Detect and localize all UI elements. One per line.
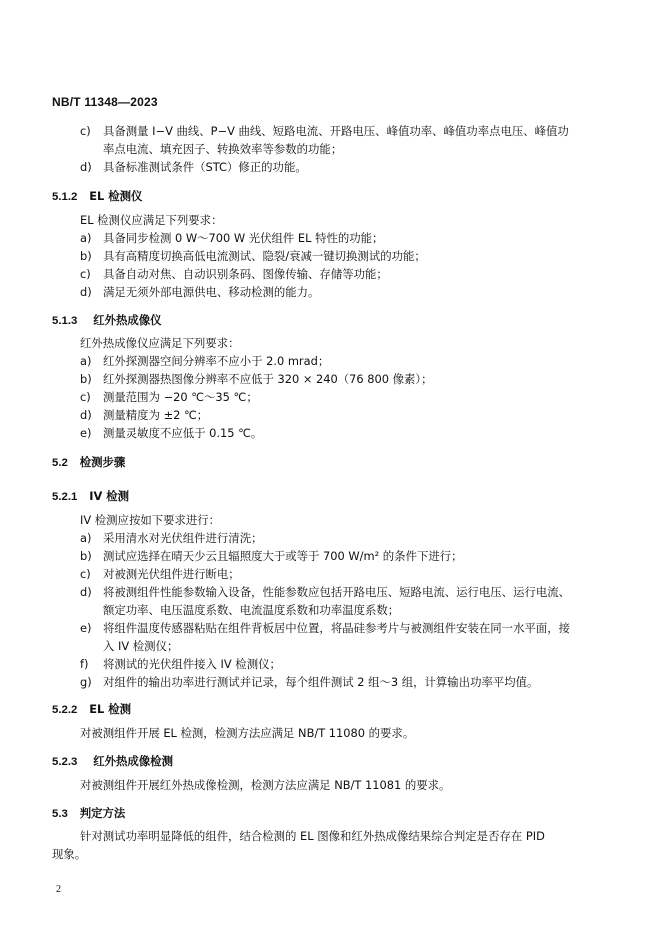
section-number: 5.2 (52, 457, 68, 469)
paragraph: 针对测试功率明显降低的组件，结合检测的 EL 图像和红外热成像结果综合判定是否存在 PID (80, 829, 545, 843)
section-title: EL 检测 (89, 702, 132, 716)
section-number: 5.3 (52, 808, 68, 820)
list-marker: b) (80, 549, 92, 563)
list-item-text: 将组件温度传感器粘贴在组件背板居中位置，将晶硅参考片与被测组件安装在同一水平面，接 (103, 621, 571, 635)
section-heading (52, 455, 125, 470)
list-marker: b) (80, 372, 92, 386)
list-item-text: 测试应选择在晴天少云且辐照度大于或等于 700 W/m² 的条件下进行； (103, 549, 463, 563)
section-heading (52, 702, 131, 717)
section-title: 判定方法 (79, 806, 126, 820)
list-item-text: 对组件的输出功率进行测试并记录，每个组件测试 2 组～3 组，计算输出功率平均值。 (103, 675, 539, 689)
list-item-text: 具备测量 I−V 曲线、P−V 曲线、短路电流、开路电压、峰值功率、峰值功率点电压、峰值功 (103, 124, 569, 138)
list-item-text: 红外探测器空间分辨率不应小于 2.0 mrad； (103, 354, 330, 368)
paragraph: 对被测组件开展 EL 检测，检测方法应满足 NB/T 11080 的要求。 (80, 726, 415, 740)
list-marker: d) (80, 160, 92, 174)
section-title: EL 检测仪 (89, 189, 143, 203)
list-marker: c) (80, 267, 91, 281)
list-item-text: 入 IV 检测仪； (103, 639, 179, 653)
paragraph: 对被测组件开展红外热成像检测，检测方法应满足 NB/T 11081 的要求。 (80, 778, 451, 792)
section-heading (52, 313, 162, 328)
paragraph: 现象。 (52, 847, 87, 861)
list-marker: a) (80, 231, 92, 245)
list-marker: c) (80, 124, 91, 138)
list-marker: g) (80, 675, 92, 689)
list-item-text: 对被测光伏组件进行断电； (103, 567, 240, 581)
list-item-text: 将测试的光伏组件接入 IV 检测仪； (103, 657, 281, 671)
section-heading (52, 754, 173, 769)
section-number: 5.2.2 (52, 704, 78, 716)
section-number: 5.1.3 (52, 315, 78, 327)
list-marker: d) (80, 285, 92, 299)
list-marker: b) (80, 249, 92, 263)
list-item-text: 测量精度为 ±2 ℃； (103, 408, 209, 422)
page-number: 2 (56, 884, 61, 895)
list-item-text: 具有高精度切换高低电流测试、隐裂/衰减一键切换测试的功能； (103, 249, 426, 263)
list-item-text: 率点电流、填充因子、转换效率等参数的功能； (103, 142, 343, 156)
list-item-text: 红外探测器热图像分辨率不应低于 320 × 240（76 800 像素）； (103, 372, 433, 386)
list-item-text: 额定功率、电压温度系数、电流温度系数和功率温度系数； (103, 603, 400, 617)
list-item-text: 具备自动对焦、自动识别条码、图像传输、存储等功能； (103, 267, 388, 281)
list-marker: e) (80, 426, 92, 440)
list-marker: c) (80, 567, 91, 581)
list-marker: d) (80, 408, 92, 422)
section-title: 检测步骤 (79, 455, 126, 469)
section-heading (52, 189, 142, 204)
list-item-text: 满足无须外部电源供电、移动检测的能力。 (103, 285, 320, 299)
list-item-text: 将被测组件性能参数输入设备，性能参数应包括开路电压、短路电流、运行电压、运行电流、 (103, 585, 571, 599)
list-marker: a) (80, 354, 92, 368)
paragraph: EL 检测仪应满足下列要求： (80, 213, 223, 227)
section-number: 5.2.1 (52, 491, 78, 503)
list-item-text: 具备标准测试条件（STC）修正的功能。 (103, 160, 307, 174)
section-heading (52, 489, 129, 504)
section-title: 红外热成像检测 (93, 754, 173, 768)
list-item-text: 测量灵敏度不应低于 0.15 ℃。 (103, 426, 263, 440)
list-item-text: 具备同步检测 0 W～700 W 光伏组件 EL 特性的功能； (103, 231, 384, 245)
list-marker: f) (80, 657, 89, 671)
list-item-text: 测量范围为 −20 ℃～35 ℃； (103, 390, 258, 404)
standard-header: NB/T 11348—2023 (52, 95, 158, 109)
list-marker: d) (80, 585, 92, 599)
list-item-text: 采用清水对光伏组件进行清洗； (103, 531, 263, 545)
section-title: IV 检测 (89, 489, 130, 503)
section-title: 红外热成像仪 (93, 313, 162, 327)
section-heading (52, 806, 125, 821)
section-number: 5.1.2 (52, 191, 78, 203)
list-marker: a) (80, 531, 92, 545)
section-number: 5.2.3 (52, 756, 78, 768)
list-marker: e) (80, 621, 92, 635)
paragraph: 红外热成像仪应满足下列要求： (80, 336, 240, 350)
list-marker: c) (80, 390, 91, 404)
paragraph: IV 检测应按如下要求进行： (80, 513, 221, 527)
